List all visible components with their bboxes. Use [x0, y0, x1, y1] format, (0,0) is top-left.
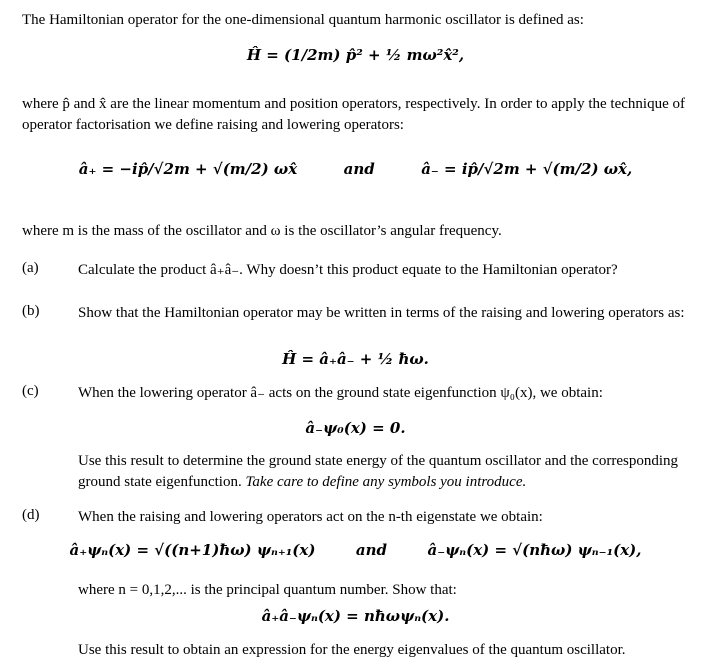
question-d-text3: Use this result to obtain an expression for the energy eigenvalues of the quantum oscillator. — [78, 642, 626, 658]
ladder-operator-equations — [0, 160, 711, 178]
question-c-equation: â₋ψ₀(x) = 0. — [305, 419, 406, 437]
question-c-italic-note: Take care to define any symbols you introduce. — [245, 474, 527, 490]
and-word-d: and — [355, 541, 388, 559]
question-d-equation2: â₊â₋ψₙ(x) = nħωψₙ(x). — [261, 607, 450, 625]
lowering-operator-equation: â₋ = ip̂/√2m + √(m/2) ωx̂, — [421, 160, 633, 178]
raising-operator-equation: â₊ = −ip̂/√2m + √(m/2) ωx̂ — [78, 160, 298, 178]
hamiltonian-equation — [0, 46, 711, 64]
mass-frequency-text: where m is the mass of the oscillator and ω is the oscillator’s angular frequency. — [22, 223, 502, 239]
question-a-text: Calculate the product â₊â₋. Why doesn’t this product equate to the Hamiltonian operator? — [78, 262, 618, 278]
question-c-text: When the lowering operator â₋ acts on the ground state eigenfunction ψ₀(x), we obtain: — [78, 385, 603, 401]
hamiltonian-equation-text: Ĥ = (1/2m) p̂² + ½ mω²x̂², — [246, 46, 465, 64]
question-c-instruction: Use this result to determine the ground state energy of the quantum oscillator and the corresponding ground state eigenfunction. — [78, 453, 678, 490]
question-d-label: (d) — [22, 507, 40, 523]
intro-text: The Hamiltonian operator for the one-dimensional quantum harmonic oscillator is defined as: — [22, 12, 584, 28]
and-word: and — [343, 160, 375, 178]
question-c-text2 — [78, 451, 688, 493]
question-d-equations — [0, 541, 711, 559]
question-d-text: When the raising and lowering operators act on the n-th eigenstate we obtain: — [78, 509, 543, 525]
question-b-equation: Ĥ = â₊â₋ + ½ ħω. — [282, 350, 429, 368]
question-b-text: Show that the Hamiltonian operator may be written in terms of the raising and lowering operators as: — [78, 305, 685, 321]
question-a-label: (a) — [22, 260, 39, 276]
lowering-action-equation: â₋ψₙ(x) = √(nħω) ψₙ₋₁(x), — [427, 541, 642, 559]
question-d-text2: where n = 0,1,2,... is the principal quantum number. Show that: — [78, 582, 457, 598]
question-b-label: (b) — [22, 303, 40, 319]
operators-definition-text: where p̂ and x̂ are the linear momentum and position operators, respectively. In order to apply the technique of operator factorisation we define raising and lowering operators: — [22, 96, 685, 133]
raising-action-equation: â₊ψₙ(x) = √((n+1)ħω) ψₙ₊₁(x) — [69, 541, 316, 559]
question-c-label: (c) — [22, 383, 39, 399]
